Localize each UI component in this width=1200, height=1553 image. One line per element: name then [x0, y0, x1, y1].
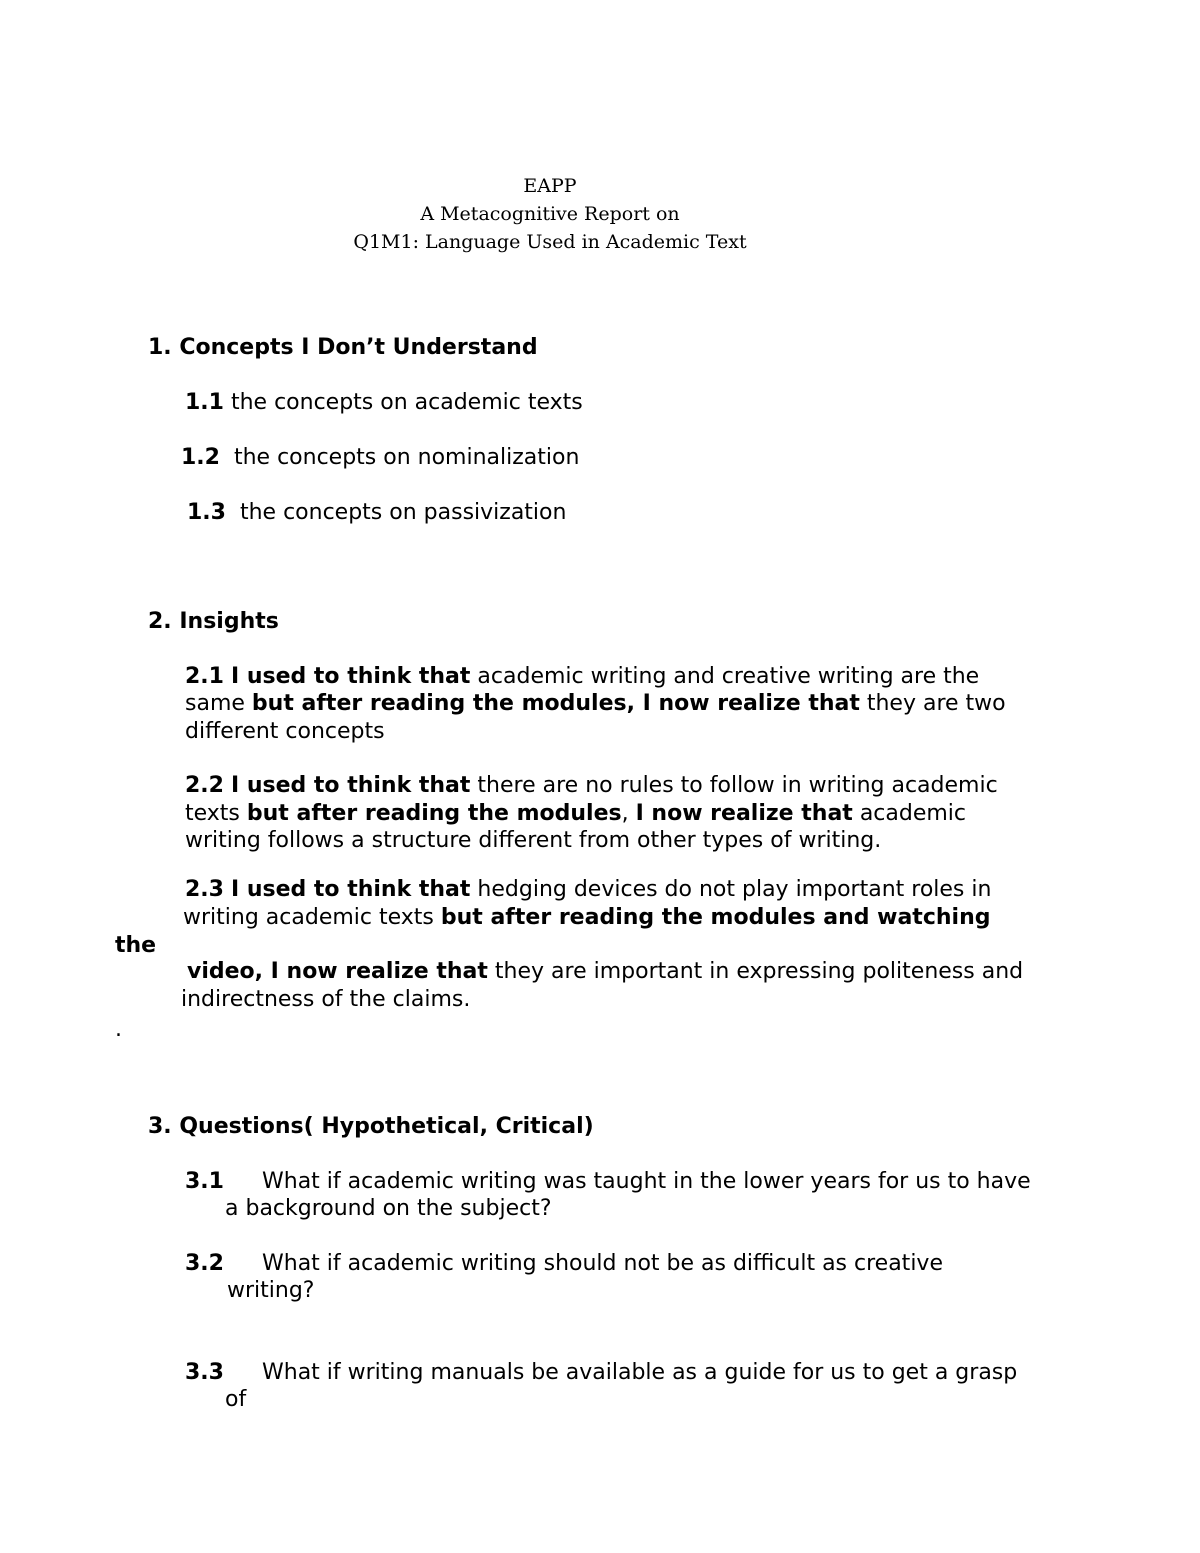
insight-realization: video, I now realize that [187, 959, 488, 984]
doc-title-line2: Q1M1: Language Used in Academic Text [353, 231, 747, 253]
question-3-1-line2: a background on the subject? [225, 1196, 552, 1221]
insight-number: 2.3 [185, 877, 224, 902]
insight-2-3-line1 [185, 876, 991, 903]
section3-heading [148, 1113, 594, 1140]
question-number: 3.1 [185, 1169, 224, 1194]
section2-title: Insights [179, 609, 279, 634]
insight-text: writing academic texts [183, 905, 434, 930]
insight-2-1-line1 [185, 663, 979, 690]
question-3-3-line2: of [225, 1387, 247, 1412]
stray-dot: . [115, 1017, 122, 1042]
question-3-1-line1: What if academic writing was taught in the lower years for us to have [262, 1169, 1031, 1194]
insight-2-3-line2 [183, 904, 990, 931]
question-number: 3.2 [185, 1251, 224, 1276]
insight-realization: but after reading the modules [246, 801, 622, 826]
insight-comma: , [621, 801, 629, 826]
insight-2-2-line3: writing follows a structure different from other types of writing. [185, 828, 882, 853]
item-text: the concepts on passivization [239, 500, 567, 525]
insight-lead: I used to think that [230, 664, 471, 689]
item-number: 1.1 [185, 390, 224, 415]
insight-text: academic [859, 801, 967, 826]
section3-number: 3. [148, 1114, 172, 1139]
section1-title: Concepts I Don’t Understand [179, 335, 538, 360]
section1-heading [148, 334, 538, 361]
section2-heading [148, 608, 279, 635]
insight-text: they are two [866, 691, 1006, 716]
insight-2-2-line1 [185, 772, 998, 799]
section1-item [187, 499, 566, 526]
question-number: 3.3 [185, 1360, 224, 1385]
doc-subject: EAPP [523, 175, 577, 197]
insight-text: they are important in expressing politeness and [494, 959, 1024, 984]
section1-number: 1. [148, 335, 172, 360]
insight-2-3-line4 [187, 958, 1023, 985]
section1-item [185, 389, 583, 416]
insight-2-3-line3: the [115, 933, 157, 958]
section2-number: 2. [148, 609, 172, 634]
insight-2-1-line3: different concepts [185, 719, 385, 744]
insight-realization: I now realize that [635, 801, 853, 826]
question-3-3-line1: What if writing manuals be available as a guide for us to get a grasp [262, 1360, 1018, 1385]
insight-text: academic writing and creative writing are the [477, 664, 980, 689]
insight-2-3-line5: indirectness of the claims. [181, 987, 471, 1012]
insight-lead: I used to think that [230, 773, 471, 798]
insight-lead: I used to think that [230, 877, 471, 902]
item-number: 1.3 [187, 500, 226, 525]
item-number: 1.2 [181, 445, 220, 470]
insight-2-2-line2 [185, 800, 966, 827]
insight-number: 2.1 [185, 664, 224, 689]
insight-text: texts [185, 801, 240, 826]
section3-title: Questions( Hypothetical, Critical) [179, 1114, 594, 1139]
insight-text: there are no rules to follow in writing academic [477, 773, 998, 798]
insight-text: hedging devices do not play important roles in [477, 877, 992, 902]
insight-number: 2.2 [185, 773, 224, 798]
item-text: the concepts on academic texts [230, 390, 583, 415]
question-3-2-line1: What if academic writing should not be as difficult as creative [262, 1251, 943, 1276]
section1-item [181, 444, 579, 471]
question-3-2-line2: writing? [227, 1278, 315, 1303]
insight-realization: but after reading the modules and watching [440, 905, 991, 930]
insight-realization: but after reading the modules, I now realize that [251, 691, 860, 716]
doc-title-line1: A Metacognitive Report on [420, 203, 680, 225]
insight-2-1-line2 [185, 690, 1006, 717]
item-text: the concepts on nominalization [233, 445, 580, 470]
insight-text: same [185, 691, 245, 716]
